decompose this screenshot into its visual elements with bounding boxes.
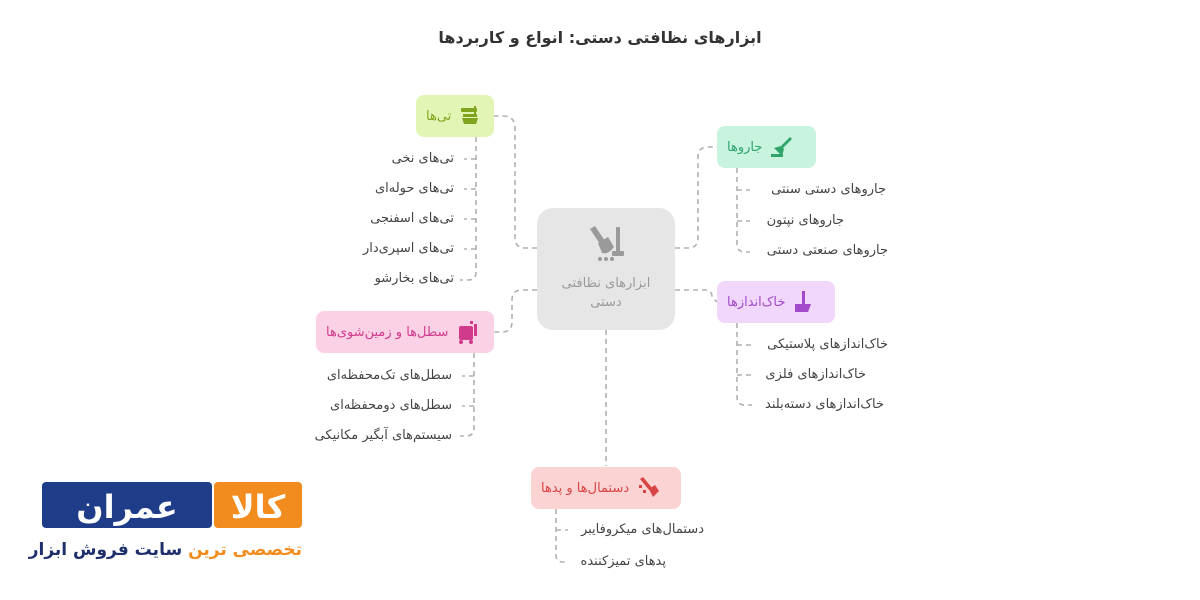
brand-logo — [28, 478, 304, 570]
center-node — [537, 208, 675, 330]
dustpans-item-3: خاک‌اندازهای دسته‌بلند — [765, 397, 884, 412]
node-buckets — [316, 311, 494, 353]
tagline-part1: تخصصی ترین — [188, 540, 302, 560]
mops-item-5: تی‌های بخارشو — [374, 271, 454, 286]
broom-brush-icon — [586, 225, 626, 270]
tagline-part2: سایت فروش ابزار — [28, 540, 183, 560]
link-center-dustpans — [675, 290, 717, 302]
mop-icon — [459, 106, 481, 126]
buckets-item-1: سطل‌های تک‌محفظه‌ای — [326, 368, 452, 383]
node-buckets-label: سطل‌ها و زمین‌شوی‌ها — [326, 324, 449, 340]
dustpan-icon — [793, 290, 813, 314]
diagram-title: ابزارهای نظافتی دستی: انواع و کاربردها — [438, 28, 762, 47]
link-brooms-items — [737, 168, 750, 252]
node-mops-label: تی‌ها — [426, 108, 452, 124]
node-dustpans-label: خاک‌اندازها — [727, 294, 786, 310]
link-center-brooms — [675, 147, 717, 248]
mops-item-2: تی‌های حوله‌ای — [374, 181, 454, 196]
mops-item-3: تی‌های اسفنجی — [370, 211, 454, 226]
node-brooms-label: جاروها — [727, 139, 763, 155]
dustpans-item-2: خاک‌اندازهای فلزی — [765, 367, 866, 382]
node-cloths — [531, 467, 681, 509]
node-dustpans — [717, 281, 835, 323]
brooms-item-1: جاروهای دستی سنتی — [771, 182, 886, 197]
brand-tagline — [28, 540, 302, 560]
brooms-item-3: جاروهای صنعتی دستی — [766, 243, 888, 258]
buckets-item-2: سطل‌های دومحفظه‌ای — [330, 398, 452, 413]
link-buckets-items — [460, 353, 474, 436]
cloth-icon — [637, 476, 661, 500]
link-dustpans-items — [737, 323, 752, 405]
bucket-icon — [456, 320, 478, 344]
brooms-item-2: جاروهای نپتون — [766, 213, 844, 228]
buckets-item-3: سیستم‌های آبگیر مکانیکی — [314, 428, 452, 443]
svg-text:عمران: عمران — [76, 488, 178, 526]
cloths-item-2: پدهای تمیزکننده — [580, 554, 666, 569]
center-label: ابزارهای نظافتی دستی — [561, 275, 651, 311]
mops-item-1: تی‌های نخی — [391, 151, 454, 166]
dustpans-item-1: خاک‌اندازهای پلاستیکی — [767, 337, 888, 352]
link-cloths-items — [556, 509, 568, 562]
mops-item-4: تی‌های اسپری‌دار — [362, 241, 454, 256]
node-brooms — [717, 126, 816, 168]
svg-text:کالا: کالا — [230, 488, 286, 526]
brand-logo-mark — [42, 478, 304, 536]
broom-icon — [770, 136, 794, 158]
cloths-item-1: دستمال‌های میکروفایبر — [580, 522, 704, 537]
node-cloths-label: دستمال‌ها و پدها — [541, 480, 630, 496]
link-center-mops — [494, 116, 537, 248]
node-mops — [416, 95, 494, 137]
link-center-buckets — [494, 290, 537, 332]
